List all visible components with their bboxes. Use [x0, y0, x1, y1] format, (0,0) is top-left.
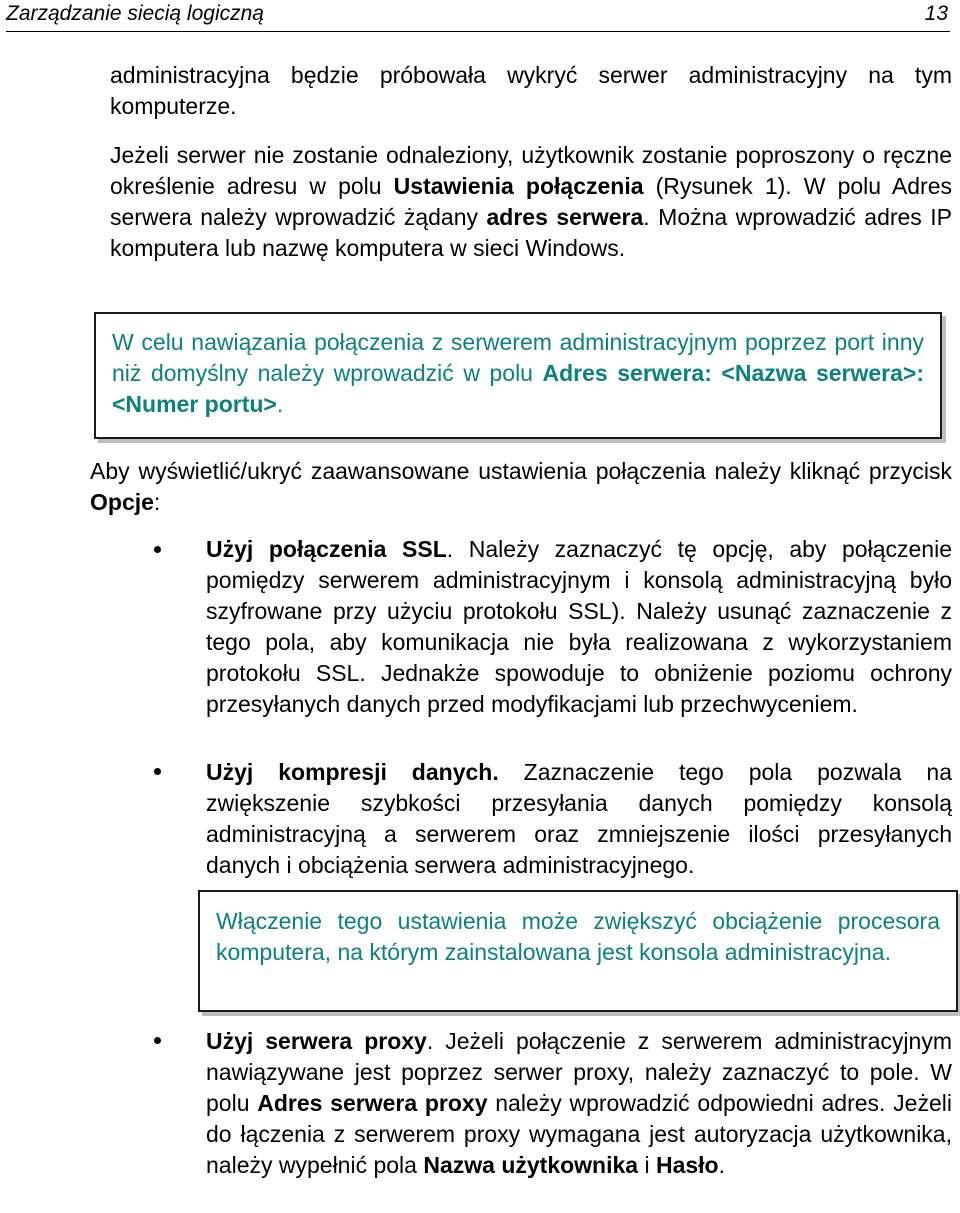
note-port-text: W celu nawiązania połączenia z serwerem administracyjnym poprzez port inny niż domyślny należy wprowadzić w polu Adres serwera: <Nazwa serwera>:<Numer portu>. [112, 329, 925, 417]
bullet-dot [152, 1035, 164, 1047]
page-header [6, 2, 950, 32]
bold-use-ssl: Użyj połączenia SSL [206, 536, 447, 562]
paragraph-server-address: Jeżeli serwer nie zostanie odnaleziony, użytkownik zostanie poproszony o ręczne określenie adresu w polu Ustawienia połączenia (Rysunek 1). W polu Adres serwera należy wprowadzić żądany adres serwera. Można wprowadzić adres IP komputera lub nazwę komputera w sieci Windows. [110, 142, 953, 261]
note-cpu-load-text: Włączenie tego ustawienia może zwiększyć obciążenie procesora komputera, na którym zainstalowana jest konsola administracyjna. [216, 908, 940, 965]
bold-user-name: Nazwa użytkownika [423, 1152, 639, 1178]
note-box-cpu-load [198, 890, 958, 1012]
bold-use-proxy: Użyj serwera proxy [206, 1028, 427, 1054]
bullet-item-ssl: Użyj połączenia SSL. Należy zaznaczyć tę opcję, aby połączenie pomiędzy serwerem administracyjnym i konsolą administracyjną było szyfrowane przy użyciu protokołu SSL). Należy usunąć zaznaczenie z tego pola, aby komunikacja nie była realizowana z wykorzystaniem protokołu SSL. Jednakże spowoduje to obniżenie poziomu ochrony przesyłanych danych przed modyfikacjami lub przechwyceniem. [206, 536, 952, 717]
paragraph-options: Aby wyświetlić/ukryć zaawansowane ustawienia połączenia należy kliknąć przycisk Opcje: [90, 458, 952, 515]
note-box-port [94, 312, 942, 439]
bold-port-format: Adres serwera: <Nazwa serwera>:<Numer portu> [112, 360, 925, 417]
page-number: 13 [924, 2, 948, 25]
bullet-dot [152, 544, 164, 556]
bullet-item-proxy: Użyj serwera proxy. Jeżeli połączenie z serwerem administracyjnym nawiązywane jest poprzez serwer proxy, należy zaznaczyć to pole. W polu Adres serwera proxy należy wprowadzić odpowiedni adres. Jeżeli do łączenia z serwerem proxy wymagana jest autoryzacja użytkownika, należy wypełnić pola Nazwa użytkownika i Hasło. [206, 1028, 952, 1178]
bold-connection-settings: Ustawienia połączenia [393, 173, 644, 199]
bold-proxy-address: Adres serwera proxy [257, 1090, 488, 1116]
bullet-item-compression: Użyj kompresji danych. Zaznaczenie tego pola pozwala na zwiększenie szybkości przesyłania danych pomiędzy konsolą administracyjną a serwerem oraz zmniejszenie ilości przesyłanych danych i obciążenia serwera administracyjnego. [206, 759, 953, 878]
bold-use-compression: Użyj kompresji danych. [206, 759, 499, 785]
header-title: Zarządzanie siecią logiczną [6, 2, 264, 25]
bold-options-button: Opcje [90, 489, 154, 515]
bold-server-address: adres serwera [486, 204, 644, 230]
bullet-dot [152, 766, 164, 778]
bold-password: Hasło [655, 1152, 719, 1178]
paragraph-intro: administracyjna będzie próbowała wykryć serwer administracyjny na tym komputerze. [110, 62, 952, 119]
